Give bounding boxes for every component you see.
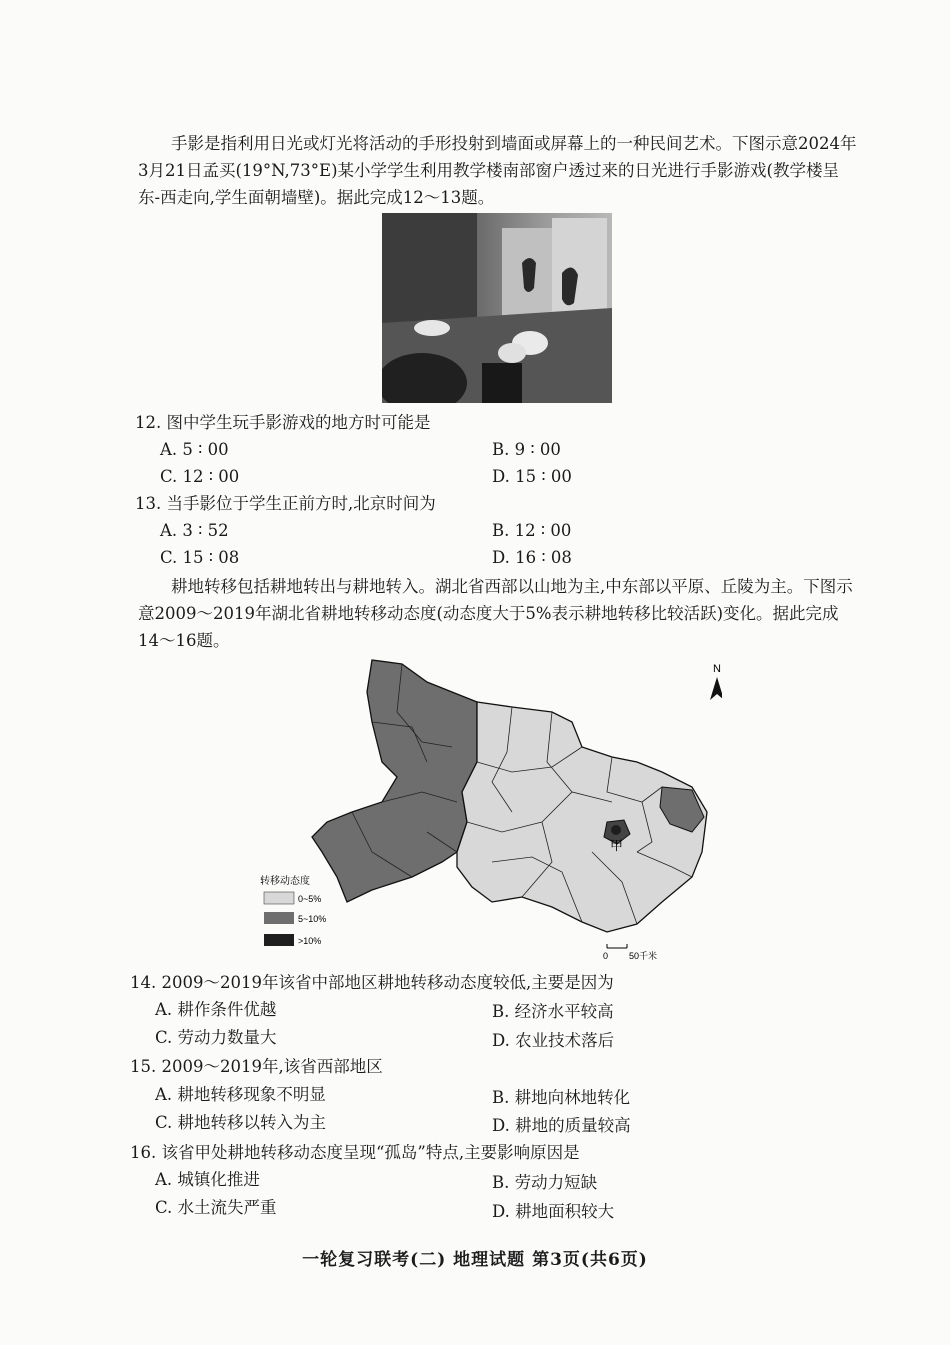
legend-swatch-low xyxy=(264,892,294,904)
north-label: N xyxy=(713,663,721,675)
question-12-option-c[interactable]: C. 12 ∶ 00 xyxy=(160,467,240,486)
question-15-option-b[interactable]: B. 耕地向林地转化 xyxy=(492,1088,631,1107)
legend-swatch-mid xyxy=(264,912,294,924)
question-15-option-d[interactable]: D. 耕地的质量较高 xyxy=(492,1116,631,1135)
scale-zero: 0 xyxy=(603,951,609,961)
question-12-option-a[interactable]: A. 5 ∶ 00 xyxy=(160,440,229,459)
question-13-option-c[interactable]: C. 15 ∶ 08 xyxy=(160,548,240,567)
question-14-option-b[interactable]: B. 经济水平较高 xyxy=(492,1002,614,1021)
intro-paragraph-1: 手影是指利用日光或灯光将活动的手形投射到墙面或屏幕上的一种民间艺术。下图示意2024年3月21日孟买(19°N,73°E)某小学学生利用教学楼南部窗户透过来的日光进行手影游戏(教学楼呈东-西走向,学生面朝墙壁)。据此完成12～13题。 xyxy=(138,134,857,207)
scale-label: 50千米 xyxy=(629,951,658,961)
intro-paragraph-2: 耕地转移包括耕地转出与耕地转入。湖北省西部以山地为主,中东部以平原、丘陵为主。下图示意2009～2019年湖北省耕地转移动态度(动态度大于5%表示耕地转移比较活跃)变化。据此完成14～16题。 xyxy=(138,577,853,650)
question-12-option-b[interactable]: B. 9 ∶ 00 xyxy=(492,440,561,459)
question-14-stem: 14. 2009～2019年该省中部地区耕地转移动态度较低,主要是因为 xyxy=(130,973,614,992)
question-15-option-c[interactable]: C. 耕地转移以转入为主 xyxy=(155,1113,327,1132)
question-15-option-a[interactable]: A. 耕地转移现象不明显 xyxy=(155,1085,326,1104)
question-14-option-a[interactable]: A. 耕作条件优越 xyxy=(155,1000,277,1019)
question-13-stem: 13. 当手影位于学生正前方时,北京时间为 xyxy=(135,494,436,513)
legend-label-low: 0~5% xyxy=(298,894,322,904)
question-13-option-b[interactable]: B. 12 ∶ 00 xyxy=(492,521,572,540)
scale-bar xyxy=(603,944,657,961)
question-13-option-d[interactable]: D. 16 ∶ 08 xyxy=(492,548,572,567)
page-footer: 一轮复习联考(二) 地理试题 第3页(共6页) xyxy=(302,1250,648,1270)
legend-label-high: >10% xyxy=(298,936,322,946)
jia-label: 甲 xyxy=(610,838,624,853)
question-12-option-d[interactable]: D. 15 ∶ 00 xyxy=(492,467,572,486)
north-arrow-icon xyxy=(710,663,722,700)
question-16-option-a[interactable]: A. 城镇化推进 xyxy=(155,1170,260,1189)
legend-swatch-high xyxy=(264,934,294,946)
question-16-option-b[interactable]: B. 劳动力短缺 xyxy=(492,1173,598,1192)
question-16-option-d[interactable]: D. 耕地面积较大 xyxy=(492,1202,615,1221)
hubei-map xyxy=(252,652,722,962)
legend-label-mid: 5~10% xyxy=(298,914,327,924)
question-14-option-c[interactable]: C. 劳动力数量大 xyxy=(155,1028,277,1047)
question-15-stem: 15. 2009～2019年,该省西部地区 xyxy=(130,1057,383,1076)
question-16-stem: 16. 该省甲处耕地转移动态度呈现“孤岛”特点,主要影响原因是 xyxy=(130,1143,580,1162)
question-14-option-d[interactable]: D. 农业技术落后 xyxy=(492,1031,615,1050)
question-13-option-a[interactable]: A. 3 ∶ 52 xyxy=(160,521,229,540)
hand-shadow-photo xyxy=(382,213,612,403)
legend-title: 转移动态度 xyxy=(260,876,310,887)
question-12-stem: 12. 图中学生玩手影游戏的地方时可能是 xyxy=(135,413,431,432)
question-16-option-c[interactable]: C. 水土流失严重 xyxy=(155,1198,277,1217)
